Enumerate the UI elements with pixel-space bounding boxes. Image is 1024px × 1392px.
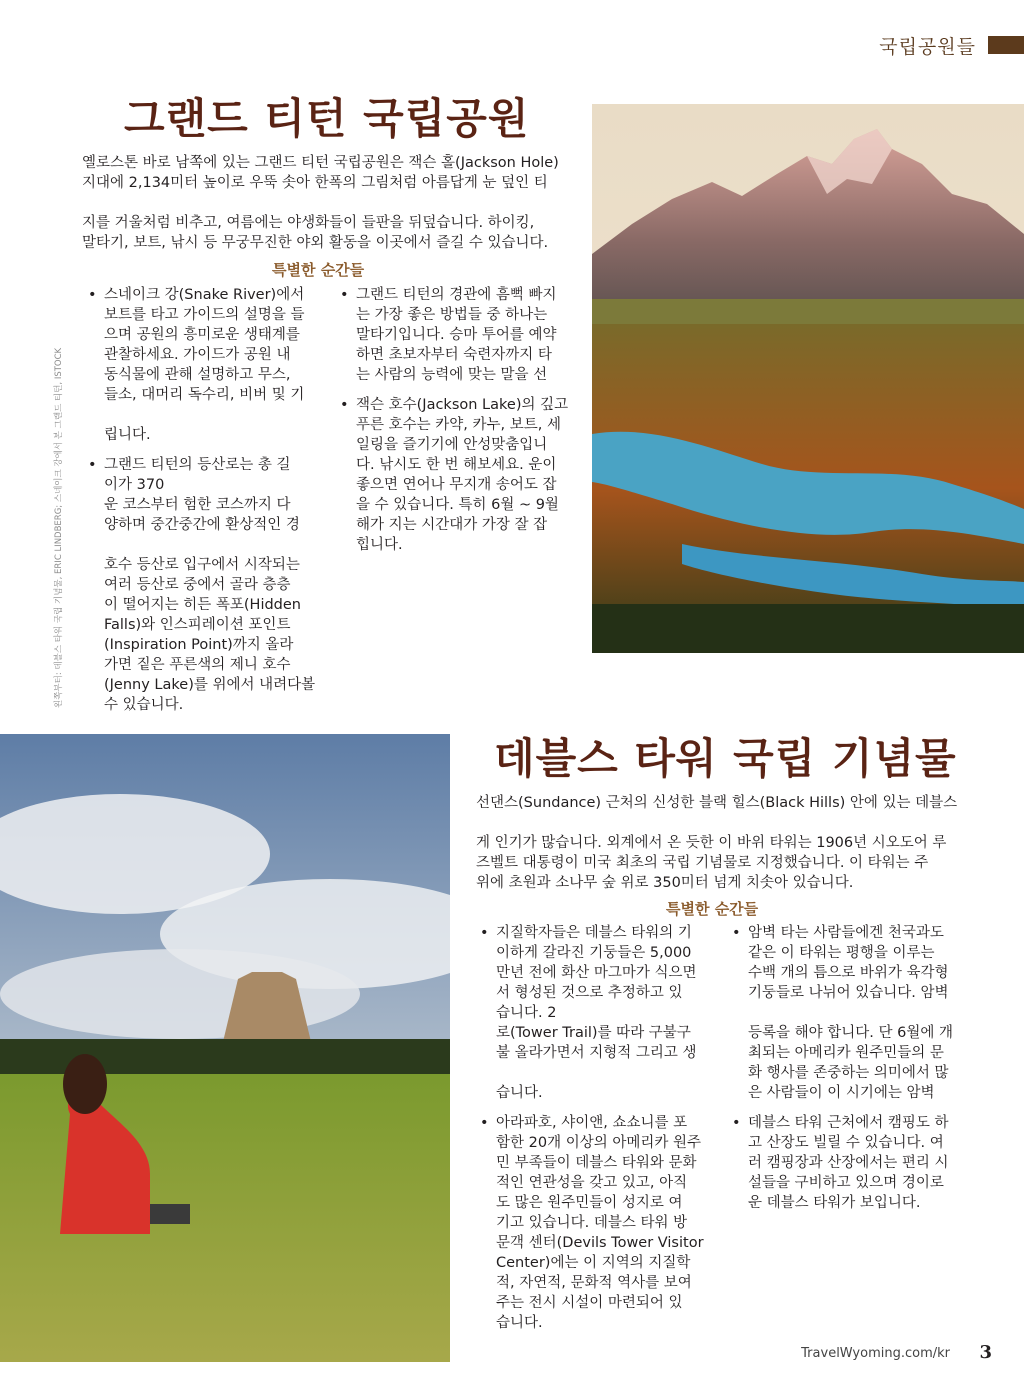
bullet-line: • 그랜드 티턴의 등산로는 총 길	[104, 457, 291, 473]
bullet-line: • 스네이크 강(Snake River)에서	[104, 287, 305, 303]
bullet-item	[340, 285, 580, 385]
bullet-line: (Jenny Lake)를 위에서 내려다볼	[104, 677, 316, 693]
bullet-line: 호수 등산로 입구에서 시작되는	[104, 557, 300, 573]
bullet-line: 설들을 구비하고 있으며 경이로	[748, 1175, 944, 1191]
bullet-item	[480, 1113, 720, 1333]
bullet-line: 로(Tower Trail)를 따라 구불구	[496, 1025, 691, 1041]
intro-line: 즈벨트 대통령이 미국 최초의 국립 기념물로 지정했습니다. 이 타워는 주	[476, 855, 929, 871]
line-gap	[104, 535, 328, 555]
devils-tower-bullets-left	[480, 923, 720, 1333]
devils-tower-intro	[476, 793, 957, 893]
bullet-line: • 암벽 타는 사람들에겐 천국과도	[748, 925, 944, 941]
footer-url[interactable]: TravelWyoming.com/kr	[801, 1346, 950, 1361]
devils-tower-photo	[0, 734, 450, 1362]
grand-teton-bullets-right	[340, 285, 580, 555]
bullet-line: 습니다.	[496, 1315, 543, 1331]
photo-credit: 왼쪽부터: 데블스 타워 국립 기념물, ERIC LINDBERG; 스네이크 강에서 본 그랜드 티턴, ISTOCK	[54, 347, 64, 708]
bullet-line: 기둥들로 나뉘어 있습니다. 암벽	[748, 985, 949, 1001]
bullet-line: 이가 370	[104, 477, 165, 493]
intro-line: 선댄스(Sundance) 근처의 신성한 블랙 힐스(Black Hills) 안에 있는 데블스	[476, 795, 958, 811]
bullet-line: 등록을 해야 합니다. 단 6월에 개	[748, 1025, 953, 1041]
bullet-line: 적, 자연적, 문화적 역사를 보여	[496, 1275, 692, 1291]
line-gap	[496, 1063, 720, 1083]
bullet-line: 적인 연관성을 갖고 있고, 아직	[496, 1175, 688, 1191]
bullet-line: 가면 짙은 푸른색의 제니 호수	[104, 657, 291, 673]
line-gap	[748, 1003, 972, 1023]
bullet-line: (Inspiration Point)까지 올라	[104, 637, 294, 653]
bullet-line: 이 떨어지는 히든 폭포(Hidden	[104, 597, 301, 613]
bullet-line: 관찰하세요. 가이드가 공원 내	[104, 347, 291, 363]
bullet-item	[88, 285, 328, 445]
bullet-line: 수 있습니다.	[104, 697, 184, 713]
page-number: 3	[979, 1342, 992, 1363]
intro-line: 게 인기가 많습니다. 외계에서 온 듯한 이 바위 타워는 1906년 시오도어 루	[476, 835, 947, 851]
bullet-line: 운 데블스 타워가 보입니다.	[748, 1195, 921, 1211]
bullet-line: 습니다. 2	[496, 1005, 557, 1021]
grand-teton-intro	[82, 153, 559, 253]
bullet-line: 말타기입니다. 승마 투어를 예약	[356, 327, 557, 343]
bullet-item	[732, 923, 972, 1103]
bullet-line: 습니다.	[496, 1085, 543, 1101]
bullet-line: 같은 이 타워는 평행을 이루는	[748, 945, 935, 961]
devils-tower-bullets-right	[732, 923, 972, 1213]
bullet-line: 힙니다.	[356, 537, 403, 553]
bullet-line: 불 올라가면서 지형적 그리고 생	[496, 1045, 697, 1061]
bullet-line: 함한 20개 이상의 아메리카 원주	[496, 1135, 701, 1151]
bullet-line: 을 수 있습니다. 특히 6월 ~ 9월	[356, 497, 559, 513]
devils-tower-title: 데블스 타워 국립 기념물	[494, 734, 957, 783]
bullet-line: 은 사람들이 이 시기에는 암벽	[748, 1085, 935, 1101]
intro-line: 지를 거울처럼 비추고, 여름에는 야생화들이 들판을 뒤덮습니다. 하이킹,	[82, 215, 535, 231]
bullet-line: • 지질학자들은 데블스 타워의 기	[496, 925, 692, 941]
grand-teton-subheading: 특별한 순간들	[272, 261, 365, 279]
bullet-line: 립니다.	[104, 427, 151, 443]
grand-teton-photo	[592, 104, 1024, 653]
grand-teton-title: 그랜드 티턴 국립공원	[124, 94, 530, 143]
bullet-line: 기고 있습니다. 데블스 타워 방	[496, 1215, 688, 1231]
bullet-line: 수백 개의 틈으로 바위가 육각형	[748, 965, 949, 981]
bullet-line: 화 행사를 존중하는 의미에서 많	[748, 1065, 949, 1081]
bullet-line: 동식물에 관해 설명하고 무스,	[104, 367, 291, 383]
bullet-line: 여러 등산로 중에서 골라 층층	[104, 577, 291, 593]
bullet-line: 서 형성된 것으로 추정하고 있	[496, 985, 683, 1001]
intro-line: 옐로스톤 바로 남쪽에 있는 그랜드 티턴 국립공원은 잭슨 홀(Jackson Hole)	[82, 155, 559, 171]
bullet-item	[340, 395, 580, 555]
bullet-line: • 데블스 타워 근처에서 캠핑도 하	[748, 1115, 949, 1131]
line-gap	[104, 405, 328, 425]
bullet-line: 이하게 갈라진 기둥들은 5,000	[496, 945, 692, 961]
bullet-line: 하면 초보자부터 숙련자까지 타	[356, 347, 552, 363]
bullet-item	[732, 1113, 972, 1213]
intro-line: 지대에 2,134미터 높이로 우뚝 솟아 한폭의 그림처럼 아름답게 눈 덮인 티	[82, 175, 548, 191]
bullet-item	[88, 455, 328, 715]
bullet-line: 도 많은 원주민들이 성지로 여	[496, 1195, 683, 1211]
bullet-line: 문객 센터(Devils Tower Visitor	[496, 1235, 704, 1251]
intro-line: 말타기, 보트, 낚시 등 무궁무진한 야외 활동을 이곳에서 즐길 수 있습니다.	[82, 235, 549, 251]
bullet-line: 최되는 아메리카 원주민들의 문	[748, 1045, 944, 1061]
bullet-line: 운 코스부터 험한 코스까지 다	[104, 497, 291, 513]
intro-line: 위에 초원과 소나무 숲 위로 350미터 넘게 치솟아 있습니다.	[476, 875, 854, 891]
bullet-line: Center)에는 이 지역의 지질학	[496, 1255, 691, 1271]
section-accent-bar	[988, 36, 1024, 54]
bullet-line: • 잭슨 호수(Jackson Lake)의 깊고	[356, 397, 569, 413]
bullet-line: Falls)와 인스피레이션 포인트	[104, 617, 291, 633]
bullet-line: 러 캠핑장과 산장에서는 편리 시	[748, 1155, 949, 1171]
bullet-line: 좋으면 연어나 무지개 송어도 잡	[356, 477, 557, 493]
bullet-line: 는 가장 좋은 방법들 중 하나는	[356, 307, 548, 323]
bullet-line: 들소, 대머리 독수리, 비버 및 기	[104, 387, 305, 403]
bullet-line: 고 산장도 빌릴 수 있습니다. 여	[748, 1135, 944, 1151]
devils-tower-subheading: 특별한 순간들	[666, 900, 759, 918]
bullet-line: 푸른 호수는 카약, 카누, 보트, 세	[356, 417, 561, 433]
bullet-line: 양하며 중간중간에 환상적인 경	[104, 517, 300, 533]
bullet-line: 만년 전에 화산 마그마가 식으면	[496, 965, 697, 981]
bullet-line: 보트를 타고 가이드의 설명을 들	[104, 307, 305, 323]
grand-teton-bullets-left	[88, 285, 328, 715]
bullet-line: • 아라파호, 샤이앤, 쇼쇼니를 포	[496, 1115, 688, 1131]
bullet-line: 는 사람의 능력에 맞는 말을 선	[356, 367, 548, 383]
bullet-line: 으며 공원의 흥미로운 생태계를	[104, 327, 300, 343]
bullet-line: 해가 지는 시간대가 가장 잘 잡	[356, 517, 548, 533]
bullet-line: • 그랜드 티턴의 경관에 흠뻑 빠지	[356, 287, 557, 303]
bullet-line: 다. 낚시도 한 번 해보세요. 운이	[356, 457, 557, 473]
section-label: 국립공원들	[879, 36, 976, 58]
bullet-line: 일링을 즐기기에 안성맞춤입니	[356, 437, 548, 453]
bullet-line: 민 부족들이 데블스 타워와 문화	[496, 1155, 697, 1171]
bullet-item	[480, 923, 720, 1103]
bullet-line: 주는 전시 시설이 마련되어 있	[496, 1295, 683, 1311]
